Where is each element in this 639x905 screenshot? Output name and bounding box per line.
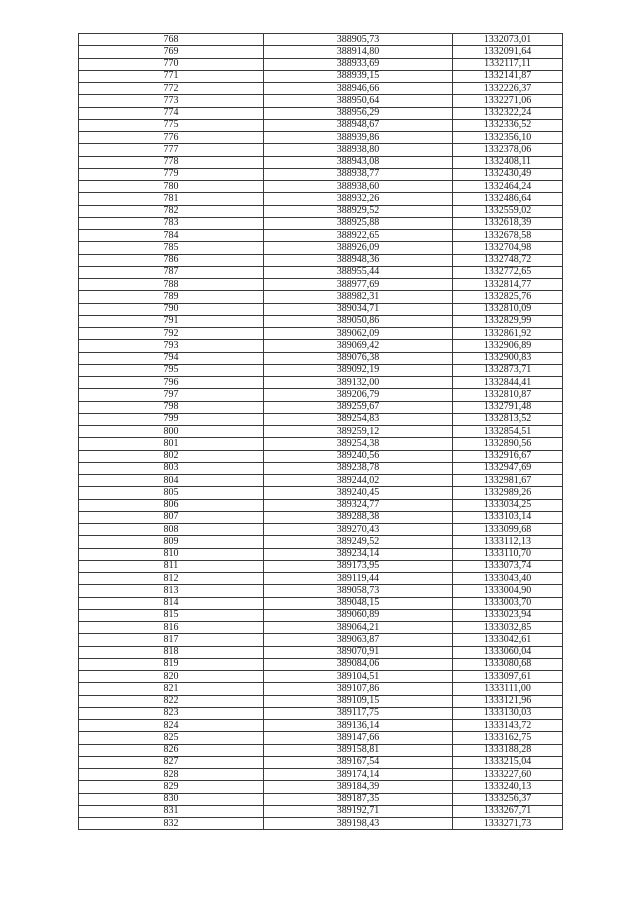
y-coordinate-cell: 1332748,72 — [453, 254, 563, 266]
table-row — [79, 291, 563, 303]
y-coordinate-cell: 1332890,56 — [453, 438, 563, 450]
point-number-cell: 796 — [79, 377, 264, 389]
y-coordinate-cell: 1333080,68 — [453, 658, 563, 670]
y-coordinate-cell: 1333073,74 — [453, 560, 563, 572]
point-number-cell: 817 — [79, 634, 264, 646]
point-number-cell: 829 — [79, 781, 264, 793]
point-number-cell: 770 — [79, 58, 264, 70]
point-number-cell: 819 — [79, 658, 264, 670]
point-number-cell: 800 — [79, 426, 264, 438]
point-number-cell: 807 — [79, 511, 264, 523]
x-coordinate-cell: 389069,42 — [264, 340, 453, 352]
table-row — [79, 658, 563, 670]
point-number-cell: 806 — [79, 499, 264, 511]
table-row — [79, 193, 563, 205]
table-row — [79, 548, 563, 560]
y-coordinate-cell: 1332618,39 — [453, 217, 563, 229]
table-row — [79, 168, 563, 180]
y-coordinate-cell: 1333188,28 — [453, 744, 563, 756]
point-number-cell: 799 — [79, 413, 264, 425]
point-number-cell: 779 — [79, 168, 264, 180]
y-coordinate-cell: 1332559,02 — [453, 205, 563, 217]
table-row — [79, 818, 563, 830]
y-coordinate-cell: 1332989,26 — [453, 487, 563, 499]
coordinates-table-body — [79, 34, 563, 830]
x-coordinate-cell: 388939,86 — [264, 132, 453, 144]
y-coordinate-cell: 1332073,01 — [453, 34, 563, 46]
table-row — [79, 119, 563, 131]
table-row — [79, 389, 563, 401]
y-coordinate-cell: 1332854,51 — [453, 426, 563, 438]
point-number-cell: 777 — [79, 144, 264, 156]
y-coordinate-cell: 1333256,37 — [453, 793, 563, 805]
table-row — [79, 95, 563, 107]
y-coordinate-cell: 1332906,89 — [453, 340, 563, 352]
point-number-cell: 788 — [79, 279, 264, 291]
y-coordinate-cell: 1333271,73 — [453, 818, 563, 830]
table-row — [79, 70, 563, 82]
table-row — [79, 34, 563, 46]
point-number-cell: 809 — [79, 536, 264, 548]
table-row — [79, 646, 563, 658]
x-coordinate-cell: 388955,44 — [264, 266, 453, 278]
table-row — [79, 462, 563, 474]
table-row — [79, 805, 563, 817]
x-coordinate-cell: 388929,52 — [264, 205, 453, 217]
y-coordinate-cell: 1332772,65 — [453, 266, 563, 278]
table-row — [79, 707, 563, 719]
table-row — [79, 217, 563, 229]
table-row — [79, 279, 563, 291]
y-coordinate-cell: 1332091,64 — [453, 46, 563, 58]
x-coordinate-cell: 389173,95 — [264, 560, 453, 572]
point-number-cell: 768 — [79, 34, 264, 46]
point-number-cell: 773 — [79, 95, 264, 107]
point-number-cell: 780 — [79, 181, 264, 193]
point-number-cell: 815 — [79, 609, 264, 621]
table-row — [79, 266, 563, 278]
y-coordinate-cell: 1332704,98 — [453, 242, 563, 254]
point-number-cell: 781 — [79, 193, 264, 205]
table-row — [79, 597, 563, 609]
table-row — [79, 107, 563, 119]
point-number-cell: 812 — [79, 573, 264, 585]
y-coordinate-cell: 1333032,85 — [453, 622, 563, 634]
table-row — [79, 695, 563, 707]
y-coordinate-cell: 1333111,00 — [453, 683, 563, 695]
y-coordinate-cell: 1333227,60 — [453, 769, 563, 781]
x-coordinate-cell: 388943,08 — [264, 156, 453, 168]
y-coordinate-cell: 1332981,67 — [453, 475, 563, 487]
x-coordinate-cell: 389259,12 — [264, 426, 453, 438]
table-row — [79, 475, 563, 487]
table-row — [79, 413, 563, 425]
point-number-cell: 795 — [79, 364, 264, 376]
y-coordinate-cell: 1332356,10 — [453, 132, 563, 144]
point-number-cell: 814 — [79, 597, 264, 609]
y-coordinate-cell: 1332141,87 — [453, 70, 563, 82]
point-number-cell: 811 — [79, 560, 264, 572]
table-row — [79, 499, 563, 511]
table-row — [79, 560, 563, 572]
y-coordinate-cell: 1332322,24 — [453, 107, 563, 119]
table-row — [79, 573, 563, 585]
y-coordinate-cell: 1332861,92 — [453, 328, 563, 340]
x-coordinate-cell: 389107,86 — [264, 683, 453, 695]
y-coordinate-cell: 1333215,04 — [453, 756, 563, 768]
table-row — [79, 352, 563, 364]
x-coordinate-cell: 389050,86 — [264, 315, 453, 327]
x-coordinate-cell: 389063,87 — [264, 634, 453, 646]
table-row — [79, 181, 563, 193]
y-coordinate-cell: 1333042,61 — [453, 634, 563, 646]
table-row — [79, 683, 563, 695]
table-row — [79, 536, 563, 548]
x-coordinate-cell: 388922,65 — [264, 230, 453, 242]
point-number-cell: 776 — [79, 132, 264, 144]
point-number-cell: 771 — [79, 70, 264, 82]
x-coordinate-cell: 389034,71 — [264, 303, 453, 315]
y-coordinate-cell: 1333143,72 — [453, 720, 563, 732]
y-coordinate-cell: 1333023,94 — [453, 609, 563, 621]
x-coordinate-cell: 388948,36 — [264, 254, 453, 266]
y-coordinate-cell: 1333103,14 — [453, 511, 563, 523]
x-coordinate-cell: 388948,67 — [264, 119, 453, 131]
y-coordinate-cell: 1332947,69 — [453, 462, 563, 474]
point-number-cell: 782 — [79, 205, 264, 217]
x-coordinate-cell: 389147,66 — [264, 732, 453, 744]
table-row — [79, 769, 563, 781]
table-row — [79, 732, 563, 744]
y-coordinate-cell: 1332226,37 — [453, 83, 563, 95]
y-coordinate-cell: 1332873,71 — [453, 364, 563, 376]
table-row — [79, 230, 563, 242]
point-number-cell: 791 — [79, 315, 264, 327]
point-number-cell: 832 — [79, 818, 264, 830]
x-coordinate-cell: 389109,15 — [264, 695, 453, 707]
x-coordinate-cell: 389060,89 — [264, 609, 453, 621]
point-number-cell: 831 — [79, 805, 264, 817]
x-coordinate-cell: 388939,15 — [264, 70, 453, 82]
point-number-cell: 792 — [79, 328, 264, 340]
x-coordinate-cell: 389254,38 — [264, 438, 453, 450]
y-coordinate-cell: 1332430,49 — [453, 168, 563, 180]
point-number-cell: 772 — [79, 83, 264, 95]
point-number-cell: 808 — [79, 524, 264, 536]
table-row — [79, 242, 563, 254]
x-coordinate-cell: 389167,54 — [264, 756, 453, 768]
x-coordinate-cell: 389058,73 — [264, 585, 453, 597]
table-row — [79, 328, 563, 340]
table-row — [79, 487, 563, 499]
x-coordinate-cell: 388950,64 — [264, 95, 453, 107]
table-row — [79, 132, 563, 144]
x-coordinate-cell: 388938,60 — [264, 181, 453, 193]
y-coordinate-cell: 1332408,11 — [453, 156, 563, 168]
point-number-cell: 805 — [79, 487, 264, 499]
point-number-cell: 816 — [79, 622, 264, 634]
table-row — [79, 377, 563, 389]
x-coordinate-cell: 389174,14 — [264, 769, 453, 781]
point-number-cell: 822 — [79, 695, 264, 707]
point-number-cell: 813 — [79, 585, 264, 597]
y-coordinate-cell: 1332900,83 — [453, 352, 563, 364]
y-coordinate-cell: 1333099,68 — [453, 524, 563, 536]
x-coordinate-cell: 389249,52 — [264, 536, 453, 548]
x-coordinate-cell: 389238,78 — [264, 462, 453, 474]
point-number-cell: 778 — [79, 156, 264, 168]
y-coordinate-cell: 1333110,70 — [453, 548, 563, 560]
table-row — [79, 438, 563, 450]
y-coordinate-cell: 1333097,61 — [453, 671, 563, 683]
x-coordinate-cell: 389244,02 — [264, 475, 453, 487]
x-coordinate-cell: 388956,29 — [264, 107, 453, 119]
x-coordinate-cell: 389117,75 — [264, 707, 453, 719]
x-coordinate-cell: 389254,83 — [264, 413, 453, 425]
y-coordinate-cell: 1333043,40 — [453, 573, 563, 585]
y-coordinate-cell: 1332791,48 — [453, 401, 563, 413]
y-coordinate-cell: 1332678,58 — [453, 230, 563, 242]
x-coordinate-cell: 389104,51 — [264, 671, 453, 683]
point-number-cell: 828 — [79, 769, 264, 781]
point-number-cell: 789 — [79, 291, 264, 303]
y-coordinate-cell: 1332810,87 — [453, 389, 563, 401]
x-coordinate-cell: 389158,81 — [264, 744, 453, 756]
x-coordinate-cell: 389324,77 — [264, 499, 453, 511]
point-number-cell: 830 — [79, 793, 264, 805]
y-coordinate-cell: 1333121,96 — [453, 695, 563, 707]
point-number-cell: 775 — [79, 119, 264, 131]
table-row — [79, 781, 563, 793]
y-coordinate-cell: 1332829,99 — [453, 315, 563, 327]
y-coordinate-cell: 1332844,41 — [453, 377, 563, 389]
table-row — [79, 756, 563, 768]
x-coordinate-cell: 389076,38 — [264, 352, 453, 364]
point-number-cell: 803 — [79, 462, 264, 474]
point-number-cell: 825 — [79, 732, 264, 744]
table-row — [79, 585, 563, 597]
table-row — [79, 671, 563, 683]
y-coordinate-cell: 1332486,64 — [453, 193, 563, 205]
table-row — [79, 622, 563, 634]
x-coordinate-cell: 389288,38 — [264, 511, 453, 523]
x-coordinate-cell: 388982,31 — [264, 291, 453, 303]
y-coordinate-cell: 1332271,06 — [453, 95, 563, 107]
point-number-cell: 802 — [79, 450, 264, 462]
point-number-cell: 787 — [79, 266, 264, 278]
point-number-cell: 797 — [79, 389, 264, 401]
x-coordinate-cell: 388938,80 — [264, 144, 453, 156]
point-number-cell: 784 — [79, 230, 264, 242]
table-row — [79, 315, 563, 327]
y-coordinate-cell: 1333130,03 — [453, 707, 563, 719]
point-number-cell: 818 — [79, 646, 264, 658]
y-coordinate-cell: 1332814,77 — [453, 279, 563, 291]
table-row — [79, 364, 563, 376]
x-coordinate-cell: 389064,21 — [264, 622, 453, 634]
x-coordinate-cell: 388933,69 — [264, 58, 453, 70]
x-coordinate-cell: 389240,56 — [264, 450, 453, 462]
x-coordinate-cell: 389259,67 — [264, 401, 453, 413]
x-coordinate-cell: 388925,88 — [264, 217, 453, 229]
table-row — [79, 511, 563, 523]
x-coordinate-cell: 388926,09 — [264, 242, 453, 254]
point-number-cell: 774 — [79, 107, 264, 119]
table-row — [79, 156, 563, 168]
point-number-cell: 824 — [79, 720, 264, 732]
x-coordinate-cell: 389084,06 — [264, 658, 453, 670]
point-number-cell: 804 — [79, 475, 264, 487]
x-coordinate-cell: 389240,45 — [264, 487, 453, 499]
table-row — [79, 205, 563, 217]
point-number-cell: 823 — [79, 707, 264, 719]
point-number-cell: 785 — [79, 242, 264, 254]
point-number-cell: 821 — [79, 683, 264, 695]
x-coordinate-cell: 389234,14 — [264, 548, 453, 560]
y-coordinate-cell: 1333034,25 — [453, 499, 563, 511]
point-number-cell: 794 — [79, 352, 264, 364]
x-coordinate-cell: 389192,71 — [264, 805, 453, 817]
x-coordinate-cell: 389206,79 — [264, 389, 453, 401]
table-row — [79, 144, 563, 156]
x-coordinate-cell: 388938,77 — [264, 168, 453, 180]
y-coordinate-cell: 1333060,04 — [453, 646, 563, 658]
x-coordinate-cell: 388946,66 — [264, 83, 453, 95]
y-coordinate-cell: 1332825,76 — [453, 291, 563, 303]
table-row — [79, 340, 563, 352]
table-row — [79, 744, 563, 756]
point-number-cell: 769 — [79, 46, 264, 58]
table-row — [79, 401, 563, 413]
table-row — [79, 720, 563, 732]
x-coordinate-cell: 389187,35 — [264, 793, 453, 805]
x-coordinate-cell: 389048,15 — [264, 597, 453, 609]
point-number-cell: 801 — [79, 438, 264, 450]
x-coordinate-cell: 389270,43 — [264, 524, 453, 536]
x-coordinate-cell: 389198,43 — [264, 818, 453, 830]
table-row — [79, 254, 563, 266]
table-row — [79, 634, 563, 646]
coordinates-table — [78, 33, 563, 830]
y-coordinate-cell: 1333003,70 — [453, 597, 563, 609]
table-row — [79, 46, 563, 58]
point-number-cell: 786 — [79, 254, 264, 266]
x-coordinate-cell: 389070,91 — [264, 646, 453, 658]
table-row — [79, 58, 563, 70]
x-coordinate-cell: 389062,09 — [264, 328, 453, 340]
table-row — [79, 793, 563, 805]
y-coordinate-cell: 1333267,71 — [453, 805, 563, 817]
x-coordinate-cell: 389092,19 — [264, 364, 453, 376]
x-coordinate-cell: 389132,00 — [264, 377, 453, 389]
point-number-cell: 798 — [79, 401, 264, 413]
x-coordinate-cell: 388977,69 — [264, 279, 453, 291]
table-row — [79, 426, 563, 438]
point-number-cell: 790 — [79, 303, 264, 315]
y-coordinate-cell: 1333112,13 — [453, 536, 563, 548]
table-row — [79, 524, 563, 536]
point-number-cell: 783 — [79, 217, 264, 229]
y-coordinate-cell: 1333004,90 — [453, 585, 563, 597]
point-number-cell: 810 — [79, 548, 264, 560]
y-coordinate-cell: 1333162,75 — [453, 732, 563, 744]
y-coordinate-cell: 1332117,11 — [453, 58, 563, 70]
x-coordinate-cell: 389184,39 — [264, 781, 453, 793]
table-row — [79, 450, 563, 462]
table-row — [79, 609, 563, 621]
y-coordinate-cell: 1332813,52 — [453, 413, 563, 425]
point-number-cell: 827 — [79, 756, 264, 768]
y-coordinate-cell: 1333240,13 — [453, 781, 563, 793]
x-coordinate-cell: 389136,14 — [264, 720, 453, 732]
x-coordinate-cell: 388932,26 — [264, 193, 453, 205]
y-coordinate-cell: 1332336,52 — [453, 119, 563, 131]
y-coordinate-cell: 1332464,24 — [453, 181, 563, 193]
point-number-cell: 793 — [79, 340, 264, 352]
point-number-cell: 826 — [79, 744, 264, 756]
y-coordinate-cell: 1332378,06 — [453, 144, 563, 156]
y-coordinate-cell: 1332916,67 — [453, 450, 563, 462]
table-row — [79, 83, 563, 95]
x-coordinate-cell: 388914,80 — [264, 46, 453, 58]
x-coordinate-cell: 389119,44 — [264, 573, 453, 585]
point-number-cell: 820 — [79, 671, 264, 683]
y-coordinate-cell: 1332810,09 — [453, 303, 563, 315]
x-coordinate-cell: 388905,73 — [264, 34, 453, 46]
table-row — [79, 303, 563, 315]
